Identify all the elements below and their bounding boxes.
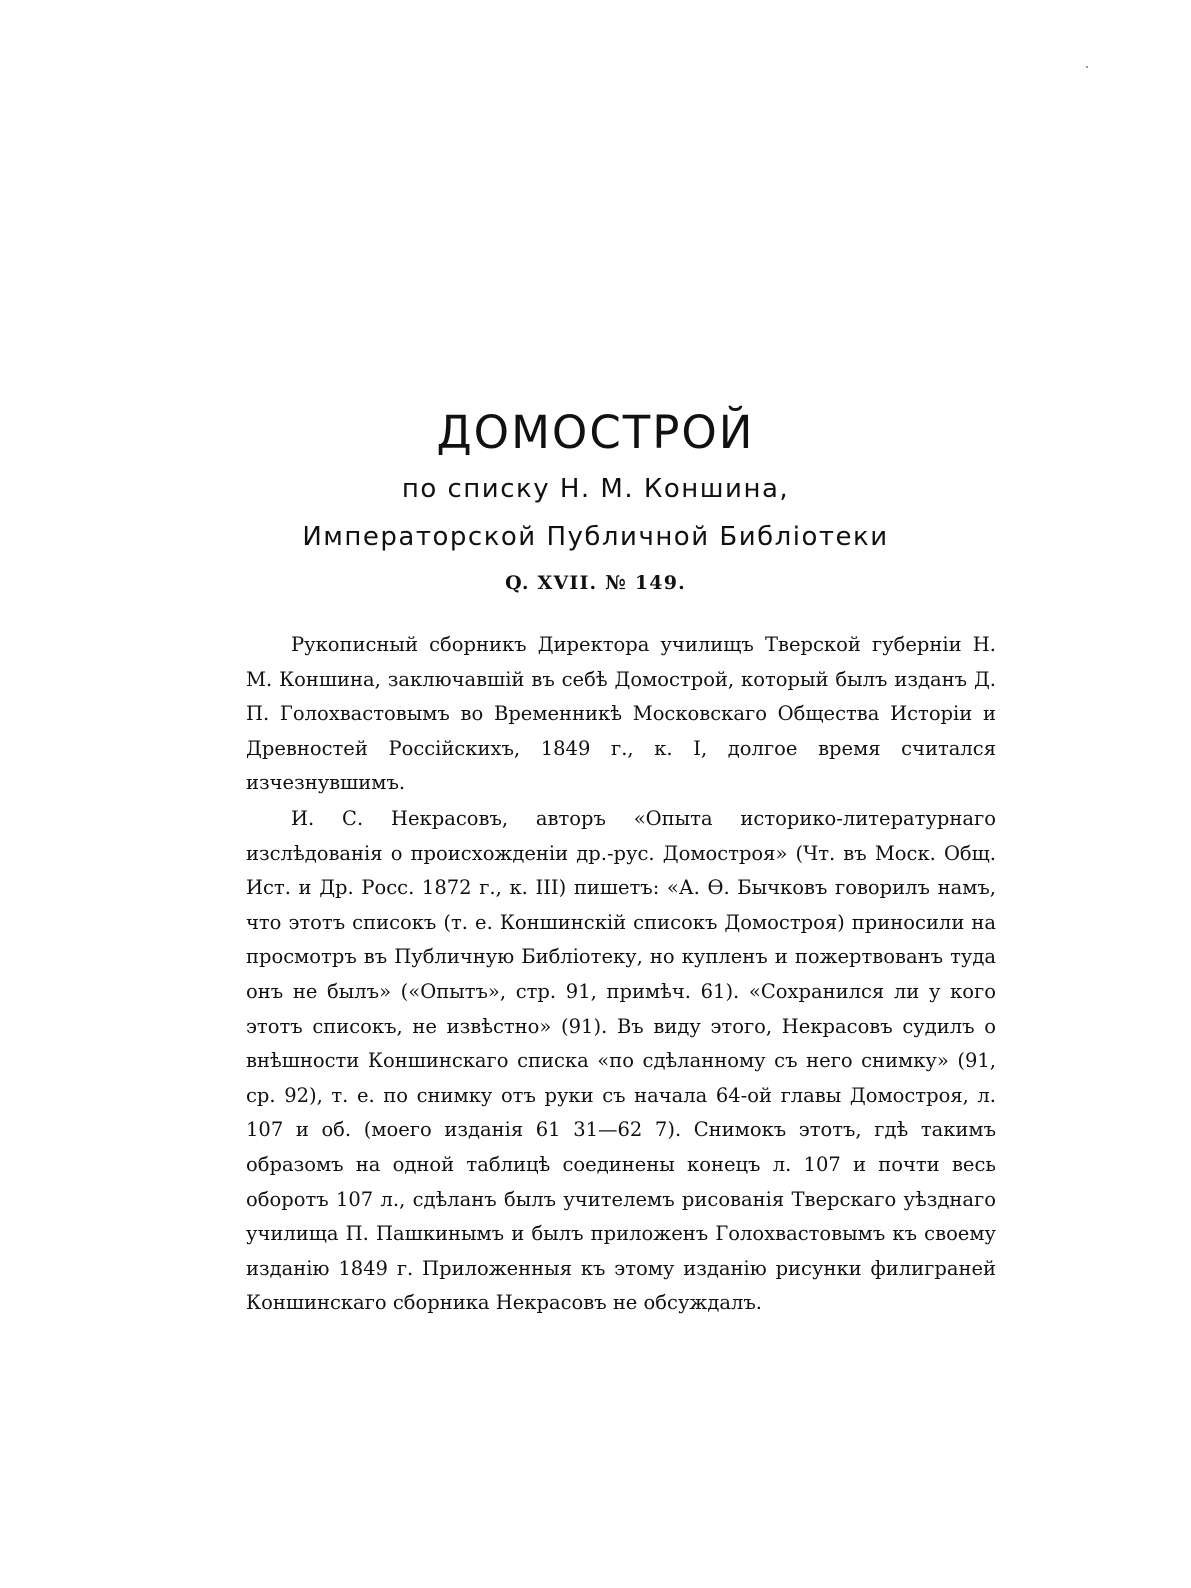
paragraph-2: И. С. Некрасовъ, авторъ «Опыта историко-литературнаго изслѣдованія о происхожденіи др.-рус. Домостроя» (Чт. въ Моск. Общ. Ист. и Др. Росс. 1872 г., к. III) пишетъ: «А. Ѳ. Бычковъ говорилъ намъ, что этотъ списокъ (т. е. Коншинскій списокъ Домостроя) приносили на просмотръ въ Публичную Библіотеку, но купленъ и пожертвованъ туда онъ не былъ» («Опытъ», стр. 91, примѣч. 61). «Сохранился ли у кого этотъ списокъ, не извѣстно» (91). Въ виду этого, Некрасовъ судилъ о внѣшности Коншинскаго списка «по сдѣланному съ него снимку» (91, ср. 92), т. е. по снимку отъ руки съ начала 64-ой главы Домостроя, л. 107 и об. (моего изданія 61 31—62 7). Снимокъ этотъ, гдѣ такимъ образомъ на одной таблицѣ соединены конецъ л. 107 и почти весь оборотъ 107 л., сдѣланъ былъ учителемъ рисованія Тверскаго уѣзднаго училища П. Пашкинымъ и былъ приложенъ Голохвастовымъ къ своему изданію 1849 г. Приложенныя къ этому изданію рисунки филиграней Коншинскаго сборника Некрасовъ не обсуждалъ. [246,806,996,1315]
scan-speck [1086,66,1088,68]
body-text [246,628,996,1321]
subtitle-line-1: по списку Н. М. Коншина, [401,474,790,504]
document-title: ДОМОСТРОЙ [436,406,755,459]
subtitle-line-2: Императорской Публичной Библіотеки [302,522,889,552]
paragraph-1: Рукописный сборникъ Директора училищъ Тверской губерніи Н. М. Коншина, заключавшій въ себѣ Домострой, который былъ изданъ Д. П. Голохвастовымъ во Временникѣ Московскаго Общества Исторіи и Древностей Россійскихъ, 1849 г., к. I, долгое время считался изчезнувшимъ. [246,633,996,795]
shelfmark: Q. XVII. № 149. [505,572,686,594]
